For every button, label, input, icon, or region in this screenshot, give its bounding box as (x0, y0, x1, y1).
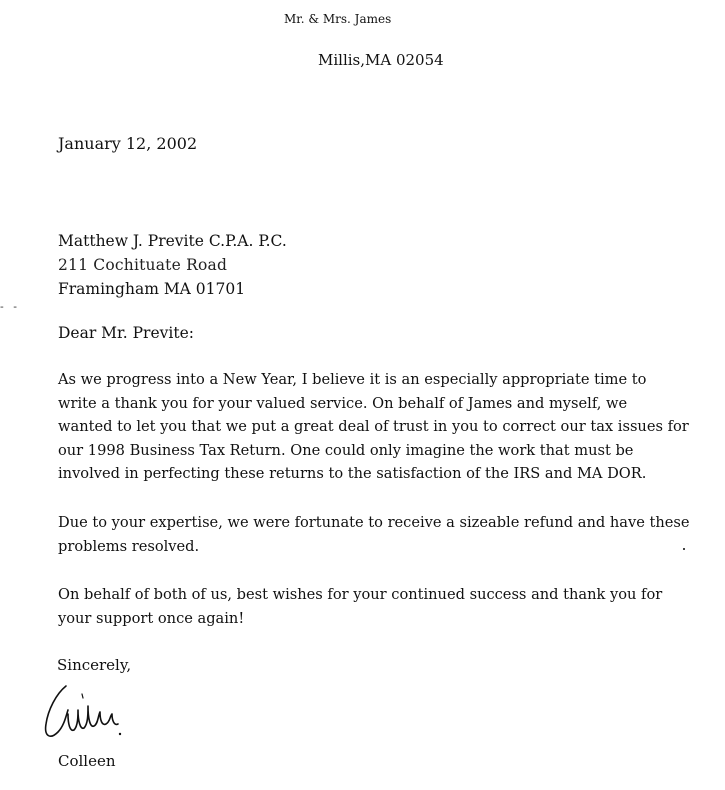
body-paragraph-3 (58, 583, 662, 630)
recipient-address-block (58, 229, 287, 301)
paragraph-line: write a thank you for your valued service. On behalf of James and myself, we (58, 394, 628, 412)
sender-name: Mr. & Mrs. James (284, 12, 392, 26)
typed-signer-name: Colleen (58, 752, 116, 770)
handwritten-signature (38, 680, 128, 750)
closing: Sincerely, (57, 656, 132, 674)
paragraph-line: wanted to let you that we put a great deal of trust in you to correct our tax issues for (58, 418, 689, 436)
paragraph-line: your support once again! (58, 609, 245, 627)
paragraph-line: involved in perfecting these returns to the satisfaction of the IRS and MA DOR. (58, 465, 647, 483)
body-paragraph-2 (58, 511, 690, 558)
margin-mark: - - (0, 300, 20, 313)
paragraph-line: Due to your expertise, we were fortunate to receive a sizeable refund and have these (58, 514, 690, 531)
salutation: Dear Mr. Previte: (58, 324, 194, 342)
scan-speck (683, 548, 685, 550)
paragraph-line: On behalf of both of us, best wishes for your continued success and thank you for (58, 586, 663, 603)
recipient-name: Matthew J. Previte C.P.A. P.C. (58, 232, 287, 250)
paragraph-line: problems resolved. (58, 537, 200, 555)
paragraph-line: As we progress into a New Year, I believe it is an especially appropriate time to (58, 371, 647, 388)
paragraph-line: our 1998 Business Tax Return. One could only imagine the work that must be (58, 441, 634, 459)
body-paragraph-1 (58, 368, 689, 486)
sender-address: Millis,MA 02054 (318, 51, 444, 69)
letter-date: January 12, 2002 (58, 134, 198, 153)
recipient-city: Framingham MA 01701 (58, 280, 246, 298)
recipient-street: 211 Cochituate Road (58, 256, 228, 274)
